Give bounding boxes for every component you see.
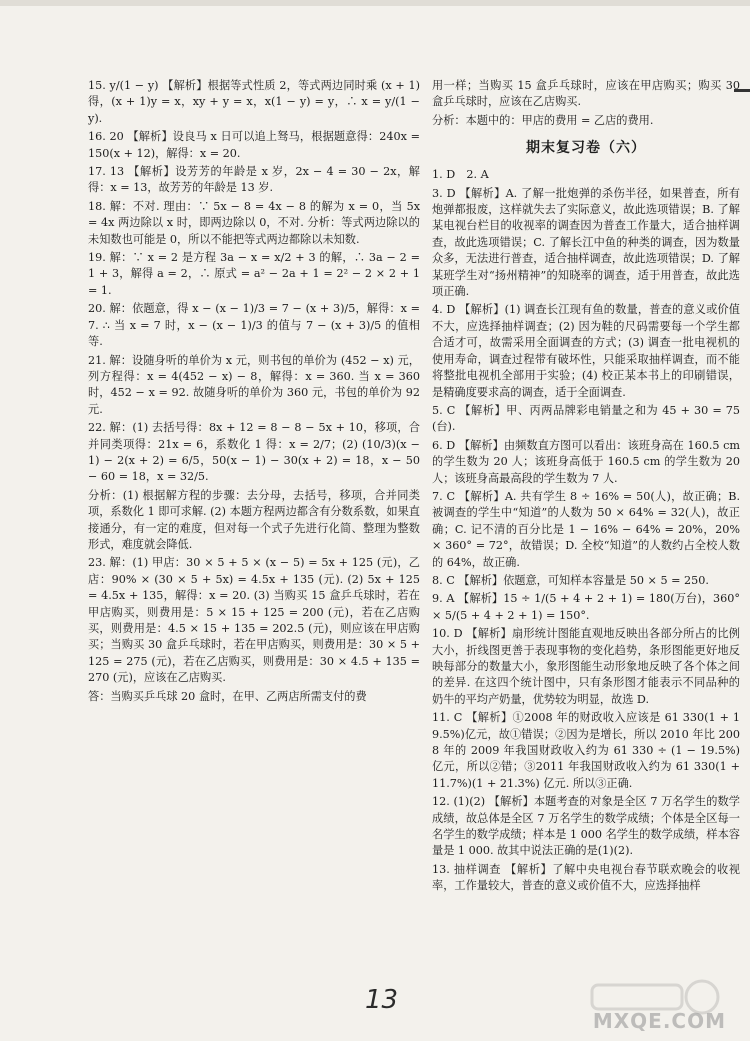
right-column (432, 78, 740, 897)
answer-8: 8. C 【解析】依题意，可知样本容量是 50 × 5 = 250. (432, 573, 709, 587)
answer-10: 10. D 【解析】扇形统计图能直观地反映出各部分所占的比例大小，折线图更善于表现事物的变化趋势，条形图能更好地反映每部分的数量大小，象形图能生动形象地反映了各个体之间的差异. 在这四个统计图中，只有条形图才能表示不同品种的奶牛的平均产奶量，优势较为明显，故选 D. (432, 627, 740, 706)
answer-11: 11. C 【解析】①2008 年的财政收入应该是 61 330(1 + 19.5%)亿元，故①错误；②因为是增长，所以 2010 年比 2008 年的 2009 年我国财政收入约为 61 330 ÷ (1 − 19.5%) 亿元，所以②错；③2011 年我国财政收入约为 61 330(1 + 11.7%)(1 + 21.3%) 亿元. 所以③正确. (432, 711, 740, 790)
answer-9: 9. A 【解析】15 ÷ 1/(5 + 4 + 2 + 1) = 180(万台)，360° × 5/(5 + 4 + 2 + 1) = 150°. (432, 592, 740, 622)
section-title: 期末复习卷（六） (526, 140, 646, 157)
scan-edge (0, 0, 750, 6)
left-column (88, 78, 420, 707)
page-number: 13 (365, 985, 399, 1015)
answer-22-analysis: 分析：(1) 根据解方程的步骤：去分母，去括号，移项，合并同类项，系数化 1 即可求解. (2) 本题方程两边都含有分数系数，如果直接通分，有一定的难度，但对每一个式子先进行化简、整理为整数形式，难度就会降低. (88, 488, 420, 551)
answer-3: 3. D 【解析】A. 了解一批炮弹的杀伤半径，如果普查，所有炮弹都报废，这样就失去了实际意义，故此选项错误；B. 了解某电视台栏目的收视率的调查因为普查工作量大，适合抽样调查，故此选项错误；C. 了解长江中鱼的种类的调查，因为数量众多，无法进行普查，适合抽样调查，故此选项错误；D. 了解某班学生对“扬州精神”的知晓率的调查，适于用普查，故此选项正确. (432, 186, 740, 299)
answer-19: 19. 解：∵ x = 2 是方程 3a − x = x/2 + 3 的解，∴ 3a − 2 = 1 + 3，解得 a = 2，∴ 原式 = a² − 2a + 1 = 2² − 2 × 2 + 1 = 1. (88, 251, 420, 297)
answer-23-continued: 用一样；当购买 15 盒乒乓球时，应该在甲店购买；购买 30 盒乒乓球时，应该在乙店购买. (432, 79, 740, 109)
answer-4: 4. D 【解析】(1) 调查长江现有鱼的数量，普查的意义或价值不大，应选择抽样调查；(2) 因为鞋的尺码需要每一个学生都合适才可，故需采用全面调查的方式；(3) 调查一批电视机的使用寿命，调查过程带有破坏性，只能采取抽样调查，而不能将整批电视机全部用于实验；(4) 校正某本书上的印刷错误，是精确度要求高的调查，适于全面调查. (432, 303, 740, 399)
answer-12: 12. (1)(2) 【解析】本题考查的对象是全区 7 万名学生的数学成绩，故总体是全区 7 万名学生的数学成绩；个体是全区每一名学生的数学成绩；样本是 1 000 名学生的数学成绩，样本容量是 1 000. 故其中说法正确的是(1)(2). (432, 795, 740, 858)
answer-13: 13. 抽样调查 【解析】了解中央电视台春节联欢晚会的收视率，工作量较大，普查的意义或价值不大，应选择抽样 (432, 862, 740, 893)
answer-7: 7. C 【解析】A. 共有学生 8 ÷ 16% = 50(人)，故正确；B. 被调查的学生中“知道”的人数为 50 × 64% = 32(人)，故正确；C. 记不清的百分比是 1 − 16% − 64% = 20%，20% × 360° = 72°，故错误；D. 全校“知道”的人数约占全校人数的 64%，故正确. (432, 489, 740, 569)
answer-22: 22. 解：(1) 去括号得：8x + 12 = 8 − 8 − 5x + 10，移项，合并同类项得：21x = 6，系数化 1 得：x = 2/7；(2) (10/3)(x − 1) − 2(x + 2) = 6/5，50(x − 1) − 30(x + 2) = 18，x − 50 − 60 = 18，x = 32/5. (88, 421, 420, 484)
answer-18: 18. 解：不对. 理由：∵ 5x − 8 = 4x − 8 的解为 x = 0，当 5x = 4x 两边除以 x 时，即两边除以 0，不对. 分析：等式两边除以的未知数也可能是 0，所以不能把等式两边都除以未知数. (88, 199, 420, 246)
answer-5: 5. C 【解析】甲、丙两品牌彩电销量之和为 45 + 30 = 75(台). (432, 403, 740, 434)
answer-23-conclusion: 答：当购买乒乓球 20 盒时，在甲、乙两店所需支付的费 (88, 689, 367, 703)
answer-21: 21. 解：设随身听的单价为 x 元，则书包的单价为 (452 − x) 元，列方程得：x = 4(452 − x) − 8，解得：x = 360. 当 x = 360 时，452 − x = 92. 故随身听的单价为 360 元，书包的单价为 92 元. (88, 353, 420, 416)
answer-23: 23. 解：(1) 甲店：30 × 5 + 5 × (x − 5) = 5x + 125 (元)，乙店：90% × (30 × 5 + 5x) = 4.5x + 135 (元). (2) 5x + 125 = 4.5x + 135，解得：x = 20. (3) 当购买 15 盒乒乓球时，若在甲店购买，则费用是：5 × 15 + 125 = 200 (元)，若在乙店购买，则费用是：4.5 × 15 + 135 = 202.5 (元)，则应该在甲店购买；当购买 30 盒乒乓球时，若在甲店购买，则费用是：30 × 5 + 125 = 275 (元)，若在乙店购买，则费用是：30 × 4.5 + 135 = 270 (元)，应该在乙店购买. (88, 556, 420, 685)
answer-23-analysis: 分析：本题中的：甲店的费用 = 乙店的费用. (432, 113, 654, 127)
answer-15: 15. y/(1 − y) 【解析】根据等式性质 2，等式两边同时乘 (x + 1) 得，(x + 1)y = x，xy + y = x，x(1 − y) = y，∴ x = y/(1 − y). (88, 79, 420, 125)
answer-1-2: 1. D 2. A (432, 168, 489, 182)
answer-17: 17. 13 【解析】设芳芳的年龄是 x 岁，2x − 4 = 30 − 2x，解得：x = 13，故芳芳的年龄是 13 岁. (88, 165, 420, 195)
answer-20: 20. 解：依题意，得 x − (x − 1)/3 = 7 − (x + 3)/5，解得：x = 7. ∴ 当 x = 7 时，x − (x − 1)/3 的值与 7 − (x + 3)/5 的值相等. (88, 302, 420, 349)
watermark-text: MXQE.COM (592, 1009, 726, 1033)
answer-6: 6. D 【解析】由频数直方图可以看出：该班身高在 160.5 cm 的学生数为 20 人；该班身高低于 160.5 cm 的学生数为 20 人；该班身高最高段的学生数为 7 人. (432, 438, 740, 485)
answer-16: 16. 20 【解析】设良马 x 日可以追上驽马，根据题意得：240x = 150(x + 12)，解得：x = 20. (88, 130, 420, 160)
